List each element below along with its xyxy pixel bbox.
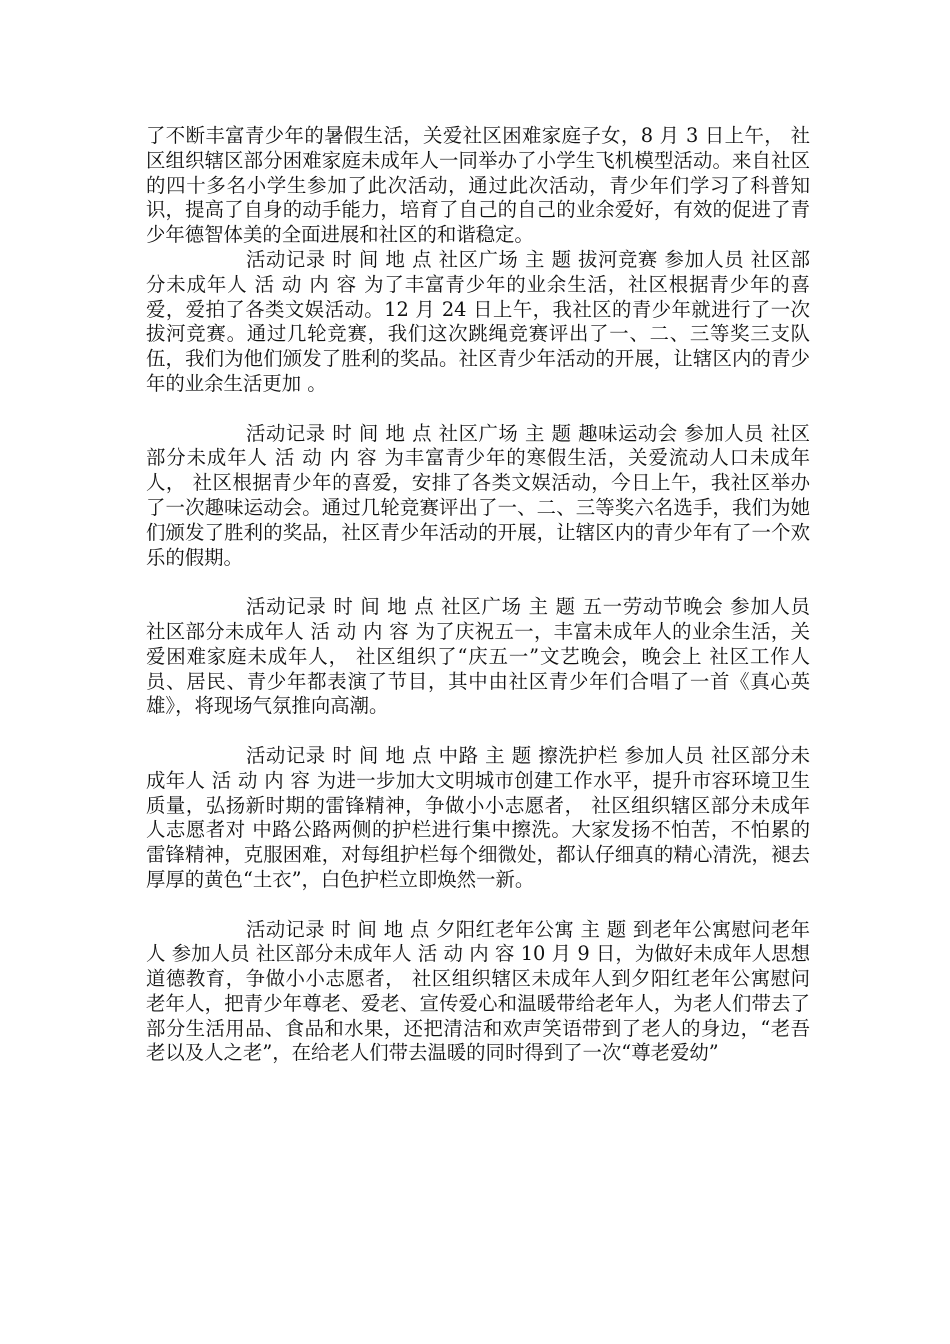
paragraph-gap xyxy=(146,719,810,744)
paragraph-3: 活动记录 时 间 地 点 社区广场 主 题 趣味运动会 参加人员 社区部分未成年人 活 动 内 容 为丰富青少年的寒假生活，关爱流动人口未成年人， 社区根据青少年的喜爱，安排了各类文娱活动，今日上午，我社区举办了一次趣味运动会。通过几轮竞赛评出了一、二、三等奖六名选手，我们为她们颁发了胜利的奖品，社区青少年活动的开展，让辖区内的青少年有了一个欢乐的假期。 xyxy=(146,421,810,569)
paragraph-4: 活动记录 时 间 地 点 社区广场 主 题 五一劳动节晚会 参加人员 社区部分未成年人 活 动 内 容 为了庆祝五一，丰富未成年人的业余生活，关爱困难家庭未成年人， 社区组织了“庆五一”文艺晚会，晚会上 社区工作人员、居民、青少年都表演了节目，其中由社区青少年们合唱了一首《真心英雄》，将现场气氛推向高潮。 xyxy=(146,595,810,718)
paragraph-1: 了不断丰富青少年的暑假生活，关爱社区困难家庭子女，8 月 3 日上午， 社区组织辖区部分困难家庭未成年人一同举办了小学生飞机模型活动。来自社区的四十多名小学生参加了此次活动，通过此次活动，青少年们学习了科普知识，提高了自身的动手能力，培育了自己的自己的业余爱好，有效的促进了青少年德智体美的全面进展和社区的和谐稳定。 xyxy=(146,124,810,247)
paragraph-gap xyxy=(146,397,810,422)
paragraph-5: 活动记录 时 间 地 点 中路 主 题 擦洗护栏 参加人员 社区部分未成年人 活 动 内 容 为进一步加大文明城市创建工作水平，提升市容环境卫生质量，弘扬新时期的雷锋精神，争做小小志愿者， 社区组织辖区部分未成年人志愿者对 中路公路两侧的护栏进行集中擦洗。大家发扬不怕苦，不怕累的雷锋精神，克服困难，对每组护栏每个细微处，都认仔细真的精心清洗，褪去厚厚的黄色“土衣”，白色护栏立即焕然一新。 xyxy=(146,743,810,891)
paragraph-6: 活动记录 时 间 地 点 夕阳红老年公寓 主 题 到老年公寓慰问老年人 参加人员 社区部分未成年人 活 动 内 容 10 月 9 日，为做好未成年人思想道德教育，争做小小志愿者， 社区组织辖区未成年人到夕阳红老年公寓慰问老年人，把青少年尊老、爱老、宣传爱心和温暖带给老年人，为老人们带去了部分生活用品、食品和水果，还把清洁和欢声笑语带到了老人的身边，“老吾老以及人之老”，在给老人们带去温暖的同时得到了一次“尊老爱幼” xyxy=(146,917,810,1065)
document-body xyxy=(146,124,810,1066)
paragraph-gap xyxy=(146,893,810,918)
paragraph-gap xyxy=(146,570,810,595)
paragraph-2: 活动记录 时 间 地 点 社区广场 主 题 拔河竞赛 参加人员 社区部分未成年人 活 动 内 容 为了丰富青少年的业余生活，社区根据青少年的喜爱，爱拍了各类文娱活动。12 月 24 日上午，我社区的青少年就进行了一次拔河竞赛。通过几轮竞赛，我们这次跳绳竞赛评出了一、二、三等奖三支队伍，我们为他们颁发了胜利的奖品。社区青少年活动的开展，让辖区内的青少年的业余生活更加 。 xyxy=(146,247,810,395)
